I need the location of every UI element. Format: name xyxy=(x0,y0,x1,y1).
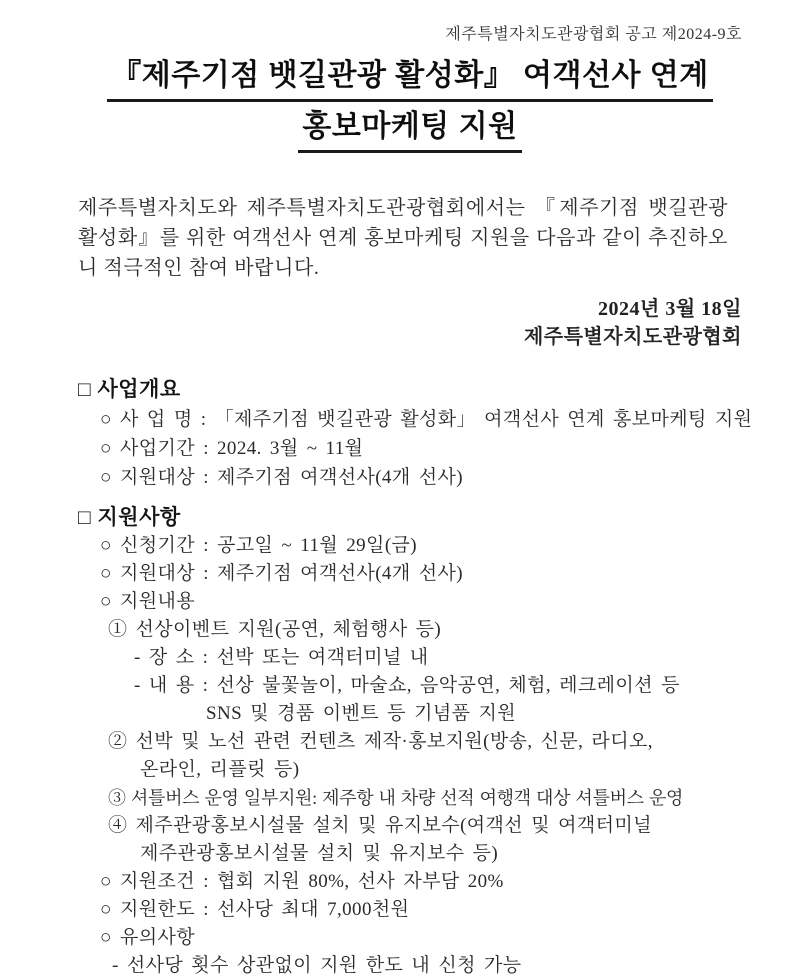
doc-line-support-limit: ○ 지원한도 : 선사당 최대 7,000천원 xyxy=(100,899,410,920)
doc-line-item2: ② 선박 및 노선 관련 컨텐츠 제작·홍보지원(방송, 신문, 라디오, xyxy=(108,731,653,752)
doc-line-item4: ④ 제주관광홍보시설물 설치 및 유지보수(여객선 및 여객터미널 xyxy=(108,815,652,836)
doc-line-item4-cont: 제주관광홍보시설물 설치 및 유지보수 등) xyxy=(140,843,499,864)
doc-line-support-condition: ○ 지원조건 : 협회 지원 80%, 선사 자부담 20% xyxy=(100,871,504,892)
section-overview xyxy=(78,375,753,492)
doc-line-project-target: ○ 지원대상 : 제주기점 여객선사(4개 선사) xyxy=(100,467,463,488)
doc-line-notes: ○ 유의사항 xyxy=(100,927,196,948)
section-support xyxy=(78,504,742,979)
doc-line-notes-detail: - 선사당 횟수 상관없이 지원 한도 내 신청 가능 xyxy=(112,955,522,976)
section-heading: □ 지원사항 xyxy=(78,506,181,529)
doc-line-item2-cont: 온라인, 리플릿 등) xyxy=(140,759,300,780)
doc-line-item1-content: - 내 용 : 선상 불꽃놀이, 마술쇼, 음악공연, 체험, 레크레이션 등 xyxy=(134,675,680,696)
doc-line-item1-place: - 장 소 : 선박 또는 여객터미널 내 xyxy=(134,647,429,668)
doc-line-support-target: ○ 지원대상 : 제주기점 여객선사(4개 선사) xyxy=(100,563,463,584)
doc-line-item3: ③ 셔틀버스 운영 일부지원: 제주항 내 차량 선적 여행객 대상 셔틀버스 운영 xyxy=(108,788,684,808)
document-title xyxy=(78,56,742,153)
doc-line-item1: ① 선상이벤트 지원(공연, 체험행사 등) xyxy=(108,619,442,640)
date-org-block xyxy=(78,295,742,351)
doc-line-item1-content2: SNS 및 경품 이벤트 등 기념품 지원 xyxy=(206,703,517,724)
notice-number: 제주특별자치도관광협회 공고 제2024-9호 xyxy=(445,26,742,43)
doc-line-project-period: ○ 사업기간 : 2024. 3월 ~ 11월 xyxy=(100,438,364,459)
document-title-line2: 홍보마케팅 지원 xyxy=(78,107,742,153)
document-title-line1: 『제주기점 뱃길관광 활성화』 여객선사 연계 xyxy=(78,56,742,102)
announcement-date: 2024년 3월 18일 xyxy=(598,298,742,320)
intro-paragraph: 제주특별자치도와 제주특별자치도관광협회에서는 『제주기점 뱃길관광 활성화』를 위한 여객선사 연계 홍보마케팅 지원을 다음과 같이 추진하오니 적극적인 참여 바랍니다. xyxy=(78,197,728,279)
issuing-organization: 제주특별자치도관광협회 xyxy=(523,326,742,348)
doc-line-support-content: ○ 지원내용 xyxy=(100,591,196,612)
doc-line-apply-period: ○ 신청기간 : 공고일 ~ 11월 29일(금) xyxy=(100,535,418,556)
doc-line-project-name: ○ 사 업 명 : 「제주기점 뱃길관광 활성화」 여객선사 연계 홍보마케팅 지원 xyxy=(100,409,753,430)
section-heading: □ 사업개요 xyxy=(78,378,181,401)
